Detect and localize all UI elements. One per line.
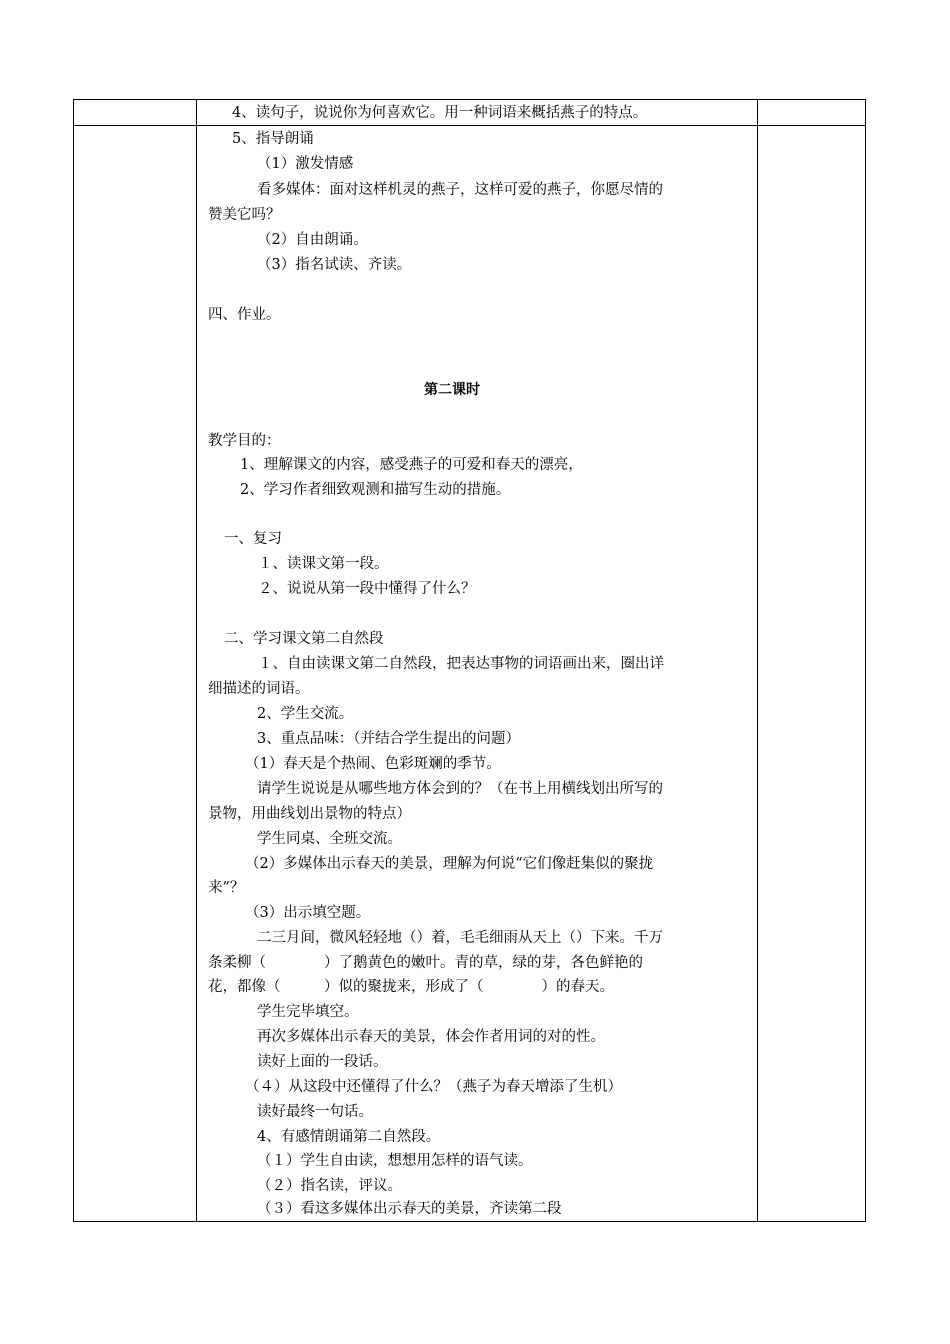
text-line: （2）自由朗诵。 <box>257 232 368 248</box>
column-divider-right <box>757 100 758 1221</box>
text-line: （４）从这段中还懂得了什么？（燕子为春天增添了生机） <box>245 1079 622 1095</box>
row1-text: 4、读句子，说说你为何喜欢它。用一种词语来概括燕子的特点。 <box>232 105 648 121</box>
text-line: 教学目的： <box>208 433 281 449</box>
text-line: 条柔柳（ ）了鹅黄色的嫩叶。青的草，绿的芽，各色鲜艳的 <box>208 955 643 971</box>
text-line: （2）多媒体出示春天的美景，理解为何说“它们像赶集似的聚拢 <box>245 856 654 872</box>
text-line: 3、重点品味：（并结合学生提出的问题） <box>257 731 520 747</box>
text-line: 再次多媒体出示春天的美景，体会作者用词的对的性。 <box>257 1029 605 1045</box>
row-divider <box>74 125 865 126</box>
text-line: 花，都像（ ）似的聚拢来，形成了（ ）的春天。 <box>208 979 614 995</box>
text-line: 2、学习作者细致观测和描写生动的措施。 <box>240 482 511 498</box>
text-line: 学生同桌、全班交流。 <box>257 831 402 847</box>
text-line: 一、复习 <box>224 531 282 547</box>
text-line: （3）指名试读、齐读。 <box>257 257 412 273</box>
column-divider-left <box>196 100 197 1221</box>
text-line: （1）春天是个热闹、色彩斑斓的季节。 <box>245 756 501 772</box>
text-line: 请学生说说是从哪些地方体会到的？（在书上用横线划出所写的 <box>257 781 663 797</box>
text-line: 看多媒体：面对这样机灵的燕子，这样可爱的燕子，你愿尽情的 <box>257 182 663 198</box>
text-line: 4、有感情朗诵第二自然段。 <box>257 1129 441 1145</box>
text-line: （3）出示填空题。 <box>245 905 371 921</box>
text-line: 来”？ <box>208 880 245 896</box>
text-line: 景物，用曲线划出景物的特点） <box>208 806 411 822</box>
text-line: （３）看这多媒体出示春天的美景，齐读第二段 <box>257 1201 562 1217</box>
text-line: １、自由读课文第二自然段，把表达事物的词语画出来，圈出详 <box>258 656 664 672</box>
text-line: 读好上面的一段话。 <box>257 1054 388 1070</box>
text-line: （２）指名读，评议。 <box>257 1178 402 1194</box>
text-line: ２、说说从第一段中懂得了什么？ <box>258 581 476 597</box>
text-line: （１）学生自由读，想想用怎样的语气读。 <box>257 1153 533 1169</box>
text-line: 读好最终一句话。 <box>257 1104 373 1120</box>
text-line: 四、作业。 <box>208 307 281 323</box>
text-line: 2、学生交流。 <box>257 706 354 722</box>
section-title: 第二课时 <box>424 382 480 398</box>
text-line: 赞美它吗？ <box>208 207 281 223</box>
text-line: 二三月间，微风轻轻地（）着，毛毛细雨从天上（）下来。千万 <box>257 930 663 946</box>
text-line: １、读课文第一段。 <box>258 556 389 572</box>
text-line: 学生完毕填空。 <box>257 1004 359 1020</box>
text-line: 1、理解课文的内容，感受燕子的可爱和春天的漂亮， <box>240 457 583 473</box>
text-line: （1）激发情感 <box>257 156 354 172</box>
text-line: 二、学习课文第二自然段 <box>224 631 384 647</box>
text-line: 细描述的词语。 <box>208 681 310 697</box>
text-line: 5、指导朗诵 <box>232 131 314 147</box>
